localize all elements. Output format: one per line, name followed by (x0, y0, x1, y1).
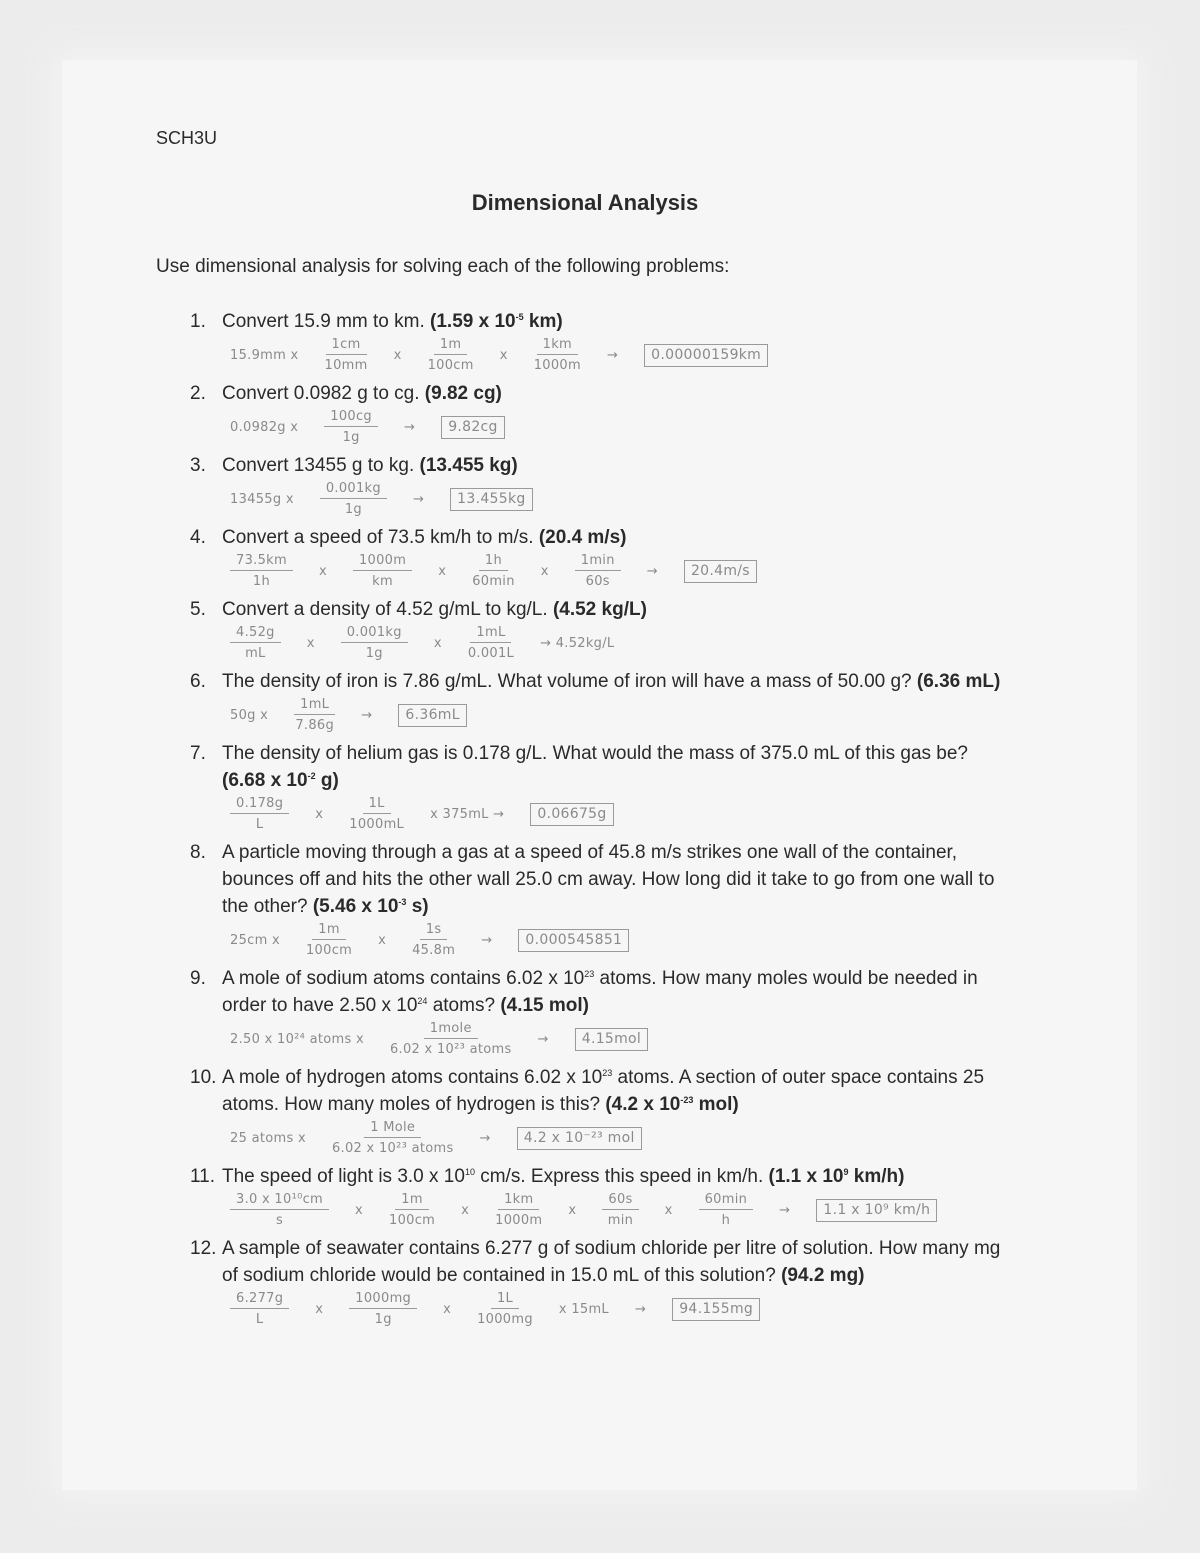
denominator: 100cm (305, 943, 353, 958)
question-6 (190, 668, 1010, 695)
bold-answer (680, 1094, 693, 1115)
answer-key: (4.15 mol) (500, 995, 590, 1016)
conversion-fraction (390, 1021, 512, 1057)
bold-answer (849, 1166, 905, 1187)
question-11 (190, 1163, 1010, 1190)
conversion-fraction (230, 1192, 329, 1228)
numerator: 1h (479, 553, 508, 571)
numerator: 1km (537, 337, 578, 355)
conversion-fraction (332, 1120, 454, 1156)
work-term: x (315, 806, 324, 822)
work-term: x (443, 1301, 452, 1317)
answer-key: (13.455 kg) (419, 455, 518, 476)
exponent: 23 (602, 1068, 613, 1078)
denominator: 1000mg (477, 1312, 533, 1327)
denominator: L (255, 817, 264, 832)
question-number: 4. (190, 527, 206, 548)
boxed-answer: 6.36mL (398, 704, 466, 727)
work-term: x (438, 563, 447, 579)
answer-key: (1.59 x 10 (430, 311, 516, 332)
work-term: x (393, 347, 402, 363)
answer-key: (5.46 x 10 (312, 896, 399, 917)
work-term: x (433, 635, 442, 651)
handwritten-work (230, 337, 1010, 373)
conversion-fraction (602, 1192, 638, 1228)
work-term: → (479, 1130, 491, 1146)
numerator: 4.52g (230, 625, 281, 643)
bold-answer (917, 671, 1000, 692)
numerator: 1mole (424, 1021, 478, 1039)
boxed-answer: 4.15mol (575, 1028, 648, 1051)
numerator: 0.001kg (341, 625, 408, 643)
numerator: 1cm (326, 337, 367, 355)
denominator: 1g (344, 502, 362, 517)
question-number: 1. (190, 311, 206, 332)
conversion-fraction (320, 481, 387, 517)
answer-key: s) (406, 896, 429, 917)
denominator: km (372, 574, 393, 589)
answer-key: (1.1 x 10 (768, 1166, 844, 1187)
question-text (222, 740, 1010, 794)
numerator: 6.277g (230, 1291, 289, 1309)
course-code: SCH3U (156, 128, 218, 148)
numerator: 60s (602, 1192, 638, 1210)
handwritten-work (230, 1192, 1010, 1228)
question-4 (190, 524, 1010, 551)
conversion-fraction (534, 337, 581, 373)
question-number: 10. (190, 1067, 217, 1088)
work-term: x (355, 1202, 364, 1218)
text-segment: atoms. A section of outer space contains 25 atoms. How many moles of hydrogen is this? (222, 1067, 985, 1115)
work-term: x 375mL → (430, 806, 505, 822)
denominator: 10mm (324, 358, 368, 373)
question-number: 11. (190, 1166, 216, 1187)
conversion-fraction (495, 1192, 542, 1228)
handwritten-work (230, 1291, 1010, 1327)
numerator: 1min (575, 553, 621, 571)
question-number: 12. (190, 1238, 217, 1259)
question-text (222, 596, 1010, 623)
conversion-fraction (353, 553, 412, 589)
boxed-answer: 0.00000159km (644, 344, 768, 367)
denominator: 7.86g (295, 718, 335, 733)
text-segment: atoms? (427, 995, 501, 1016)
handwritten-work (230, 481, 1010, 517)
handwritten-work (230, 553, 1010, 589)
answer-key: (20.4 m/s) (538, 527, 627, 548)
handwritten-work (230, 1120, 1010, 1156)
bold-answer (308, 770, 316, 791)
denominator: 1h (252, 574, 271, 589)
denominator: 100cm (389, 1213, 436, 1228)
text-segment: The density of iron is 7.86 g/mL. What volume of iron will have a mass of 50.00 g? (222, 671, 917, 692)
numerator: 1mL (470, 625, 511, 643)
boxed-answer: 94.155mg (672, 1298, 760, 1321)
conversion-fraction (349, 796, 404, 832)
work-term: x (318, 563, 327, 579)
answer-key: km/h) (848, 1166, 905, 1187)
conversion-fraction (230, 553, 293, 589)
numerator: 1km (498, 1192, 539, 1210)
work-term: x (461, 1202, 470, 1218)
exponent: 23 (584, 969, 595, 979)
denominator: 0.001L (467, 646, 515, 661)
conversion-fraction (341, 625, 408, 661)
bold-answer (406, 896, 428, 917)
question-text (222, 452, 1010, 479)
exponent: 9 (843, 1167, 849, 1177)
text-segment: Convert 15.9 mm to km. (222, 311, 431, 332)
denominator: mL (245, 646, 266, 661)
bold-answer (425, 383, 502, 404)
answer-key: (6.68 x 10 (222, 770, 308, 791)
exponent: -5 (515, 312, 524, 322)
conversion-fraction (230, 625, 281, 661)
question-text (222, 1064, 1010, 1118)
work-term: → (481, 932, 493, 948)
answer-key: (9.82 cg) (424, 383, 502, 404)
conversion-fraction (575, 553, 621, 589)
denominator: 100cm (427, 358, 474, 373)
question-9 (190, 965, 1010, 1019)
question-number: 3. (190, 455, 206, 476)
bold-answer (420, 455, 518, 476)
boxed-answer: 4.2 x 10⁻²³ mol (517, 1127, 642, 1150)
handwritten-work (230, 796, 1010, 832)
work-term: x 15mL (558, 1301, 609, 1317)
work-term: → (606, 347, 619, 363)
denominator: 45.8m (412, 943, 456, 958)
numerator: 100cg (324, 409, 378, 427)
denominator: min (607, 1213, 634, 1228)
numerator: 0.001kg (320, 481, 387, 499)
numerator: 60min (699, 1192, 754, 1210)
question-list (190, 308, 1010, 1334)
numerator: 1m (395, 1192, 429, 1210)
bold-answer (316, 770, 339, 791)
work-term: x (568, 1202, 577, 1218)
question-2 (190, 380, 1010, 407)
work-term: 50g x (230, 707, 269, 723)
question-8 (190, 839, 1010, 920)
boxed-answer: 9.82cg (441, 416, 505, 439)
conversion-fraction (428, 337, 474, 373)
numerator: 1000mg (349, 1291, 417, 1309)
bold-answer (524, 311, 563, 332)
work-term: → (361, 707, 373, 723)
work-term: x (664, 1202, 673, 1218)
bold-answer (605, 1094, 680, 1115)
handwritten-work (230, 625, 1010, 661)
denominator: 1000mL (349, 817, 405, 832)
work-term: → (779, 1202, 791, 1218)
denominator: s (275, 1213, 284, 1228)
conversion-fraction (477, 1291, 533, 1327)
denominator: 6.02 x 10²³ atoms (389, 1042, 512, 1057)
numerator: 1 Mole (364, 1120, 421, 1138)
work-term: 15.9mm x (230, 347, 299, 363)
question-number: 7. (190, 743, 206, 764)
handwritten-work (230, 922, 1010, 958)
answer-key: (4.2 x 10 (605, 1094, 681, 1115)
conversion-fraction (468, 625, 514, 661)
work-term: → (412, 491, 425, 507)
question-number: 8. (190, 842, 206, 863)
question-text (222, 1235, 1010, 1289)
numerator: 1m (434, 337, 468, 355)
question-5 (190, 596, 1010, 623)
answer-key: km) (523, 311, 563, 332)
conversion-fraction (389, 1192, 435, 1228)
denominator: 1g (342, 430, 360, 445)
conversion-fraction (412, 922, 455, 958)
work-term: 25 atoms x (230, 1130, 306, 1146)
numerator: 1L (363, 796, 391, 814)
denominator: 1000m (495, 1213, 543, 1228)
answer-key: (6.36 mL) (916, 671, 1001, 692)
text-segment: The density of helium gas is 0.178 g/L. What would the mass of 375.0 mL of this gas be? (222, 743, 968, 764)
numerator: 1mL (294, 697, 335, 715)
text-segment: The speed of light is 3.0 x 10 (222, 1166, 465, 1187)
work-term: x (540, 563, 549, 579)
boxed-answer: 13.455kg (450, 488, 532, 511)
numerator: 1000m (353, 553, 412, 571)
bold-answer (516, 311, 524, 332)
denominator: L (255, 1312, 264, 1327)
answer-key: (94.2 mg) (781, 1265, 865, 1286)
bold-answer (313, 896, 399, 917)
bold-answer (769, 1166, 844, 1187)
question-number: 6. (190, 671, 206, 692)
boxed-answer: 20.4m/s (684, 560, 757, 583)
question-text (222, 1163, 1010, 1190)
boxed-answer: 1.1 x 10⁹ km/h (816, 1199, 937, 1222)
question-7 (190, 740, 1010, 794)
handwritten-work (230, 697, 1010, 733)
work-term: → (634, 1301, 647, 1317)
work-term: x (315, 1301, 324, 1317)
exponent: -2 (307, 771, 316, 781)
bold-answer (222, 770, 308, 791)
question-number: 2. (190, 383, 206, 404)
page-title: Dimensional Analysis (471, 190, 699, 215)
conversion-fraction (472, 553, 515, 589)
question-10 (190, 1064, 1010, 1118)
text-segment: atoms. How many moles would be needed in order to have 2.50 x 10 (222, 968, 978, 1016)
denominator: 60min (472, 574, 515, 589)
question-number: 5. (190, 599, 206, 620)
conversion-fraction (324, 409, 378, 445)
bold-answer (430, 311, 516, 332)
text-segment: A mole of hydrogen atoms contains 6.02 x 10 (222, 1067, 603, 1088)
conversion-fraction (349, 1291, 417, 1327)
numerator: 1s (420, 922, 448, 940)
work-term: → (403, 419, 416, 435)
bold-answer (781, 1265, 864, 1286)
work-term: x (306, 635, 315, 651)
work-term: x (499, 347, 508, 363)
conversion-fraction (294, 697, 335, 733)
question-text (222, 308, 1010, 335)
question-text (222, 524, 1010, 551)
text-segment: Convert 13455 g to kg. (222, 455, 420, 476)
denominator: h (721, 1213, 731, 1228)
question-text (222, 668, 1010, 695)
answer-key: mol) (693, 1094, 739, 1115)
bold-answer (693, 1094, 738, 1115)
numerator: 0.178g (230, 796, 289, 814)
numerator: 73.5km (230, 553, 293, 571)
question-text (222, 380, 1010, 407)
question-12 (190, 1235, 1010, 1289)
conversion-fraction (699, 1192, 754, 1228)
conversion-fraction (230, 796, 289, 832)
denominator: 60s (585, 574, 610, 589)
handwritten-work (230, 1021, 1010, 1057)
denominator: 1g (365, 646, 383, 661)
exponent: -3 (398, 897, 407, 907)
text-segment: cm/s. Express this speed in km/h. (474, 1166, 769, 1187)
exponent: -23 (680, 1095, 694, 1105)
boxed-answer: 0.06675g (530, 803, 613, 826)
bold-answer (539, 527, 627, 548)
conversion-fraction (230, 1291, 289, 1327)
text-segment: Convert a speed of 73.5 km/h to m/s. (222, 527, 539, 548)
handwritten-work (230, 409, 1010, 445)
denominator: 1000m (533, 358, 581, 373)
work-term: 2.50 x 10²⁴ atoms x (230, 1031, 364, 1047)
bold-answer (500, 995, 589, 1016)
exponent: 24 (417, 996, 428, 1006)
numerator: 1L (491, 1291, 519, 1309)
work-term: → (646, 563, 658, 579)
work-term: 25cm x (230, 932, 280, 948)
conversion-fraction (325, 337, 368, 373)
boxed-answer: 0.000545851 (518, 929, 629, 952)
work-term: x (378, 932, 387, 948)
exponent: 10 (464, 1167, 475, 1177)
answer-key: (4.52 kg/L) (552, 599, 647, 620)
answer-key: g) (315, 770, 339, 791)
text-segment: A sample of seawater contains 6.277 g of sodium chloride per litre of solution. How many mg of sodium chloride would be contained in 15.0 mL of this solution? (222, 1238, 1001, 1286)
instructions: Use dimensional analysis for solving each of the following problems: (156, 256, 730, 277)
work-term: → 4.52kg/L (540, 635, 615, 651)
question-3 (190, 452, 1010, 479)
numerator: 1m (312, 922, 346, 940)
numerator: 3.0 x 10¹⁰cm (230, 1192, 329, 1210)
text-segment: A particle moving through a gas at a speed of 45.8 m/s strikes one wall of the container, bounces off and hits the other wall 25.0 cm away. How long did it take to go from one wall to the other? (222, 842, 995, 917)
work-term: 0.0982g x (230, 419, 299, 435)
text-segment: A mole of sodium atoms contains 6.02 x 10 (222, 968, 585, 989)
work-term: → (537, 1031, 549, 1047)
conversion-fraction (306, 922, 352, 958)
text-segment: Convert a density of 4.52 g/mL to kg/L. (222, 599, 553, 620)
question-number: 9. (190, 968, 206, 989)
denominator: 1g (374, 1312, 392, 1327)
work-term: 13455g x (230, 491, 294, 507)
text-segment: Convert 0.0982 g to cg. (222, 383, 425, 404)
bold-answer (553, 599, 647, 620)
question-text (222, 839, 1010, 920)
question-1 (190, 308, 1010, 335)
question-text (222, 965, 1010, 1019)
denominator: 6.02 x 10²³ atoms (331, 1141, 454, 1156)
